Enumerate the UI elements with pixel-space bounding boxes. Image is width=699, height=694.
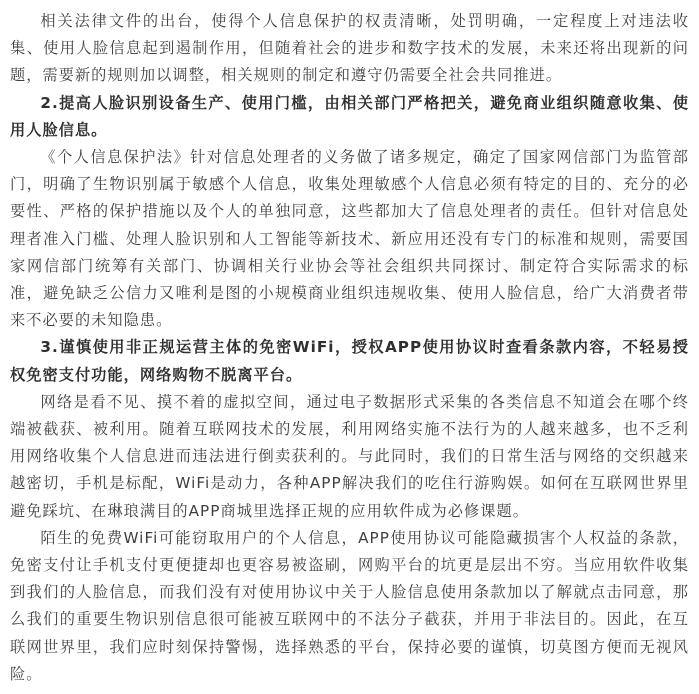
- section-heading-3: 3.谨慎使用非正规运营主体的免密WiFi，授权APP使用协议时查看条款内容，不轻易授权免密支付功能，网络购物不脱离平台。: [10, 338, 689, 384]
- section-heading-2: 2.提高人脸识别设备生产、使用门槛，由相关部门严格把关，避免商业组织随意收集、使用人脸信息。: [10, 93, 689, 139]
- paragraph-network-space: 网络是看不见、摸不着的虚拟空间，通过电子数据形式采集的各类信息不知道会在哪个终端被截获、被利用。随着互联网技术的发展，利用网络实施不法行为的人越来越多，也不乏利用网络收集个人信息进而违法进行倒卖获利的。与此同时，我们的日常生活与网络的交织越来越密切，手机是标配，WiFi是动力，各种APP解决我们的吃住行游购娱。如何在互联网世界里避免踩坑、在琳琅满目的APP商城里选择正规的应用软件成为必修课题。: [10, 392, 689, 520]
- paragraph-legal-documents: 相关法律文件的出台，使得个人信息保护的权责清晰，处罚明确，一定程度上对违法收集、使用人脸信息起到遏制作用，但随着社会的进步和数字技术的发展，未来还将出现新的问题，需要新的规则加以调整，相关规则的制定和遵守仍需要全社会共同推进。: [10, 12, 689, 85]
- paragraph-personal-info-law: 《个人信息保护法》针对信息处理者的义务做了诸多规定，确定了国家网信部门为监管部门，明确了生物识别属于敏感个人信息，收集处理敏感个人信息必须有特定的目的、充分的必要性、严格的保护措施以及个人的单独同意，这些都加大了信息处理者的责任。但针对信息处理者准入门槛、处理人脸识别和人工智能等新技术、新应用还没有专门的标准和规则，需要国家网信部门统筹有关部门、协调相关行业协会等社会组织共同探讨、制定符合实际需求的标准，避免缺乏公信力又唯利是图的小规模商业组织违规收集、使用人脸信息，给广大消费者带来不必要的未知隐患。: [10, 148, 689, 330]
- paragraph-free-wifi: 陌生的免费WiFi可能窃取用户的个人信息，APP使用协议可能隐藏损害个人权益的条款，免密支付让手机支付更便捷却也更容易被盗刷，网购平台的坑更是层出不穷。当应用软件收集到我们的人脸信息，而我们没有对使用协议中关于人脸信息使用条款加以了解就点击同意，那么我们的重要生物识别信息很可能被互联网中的不法分子截获，并用于非法目的。因此，在互联网世界里，我们应时刻保持警惕，选择熟悉的平台，保持必要的谨慎，切莫图方便而无视风险。: [10, 528, 689, 683]
